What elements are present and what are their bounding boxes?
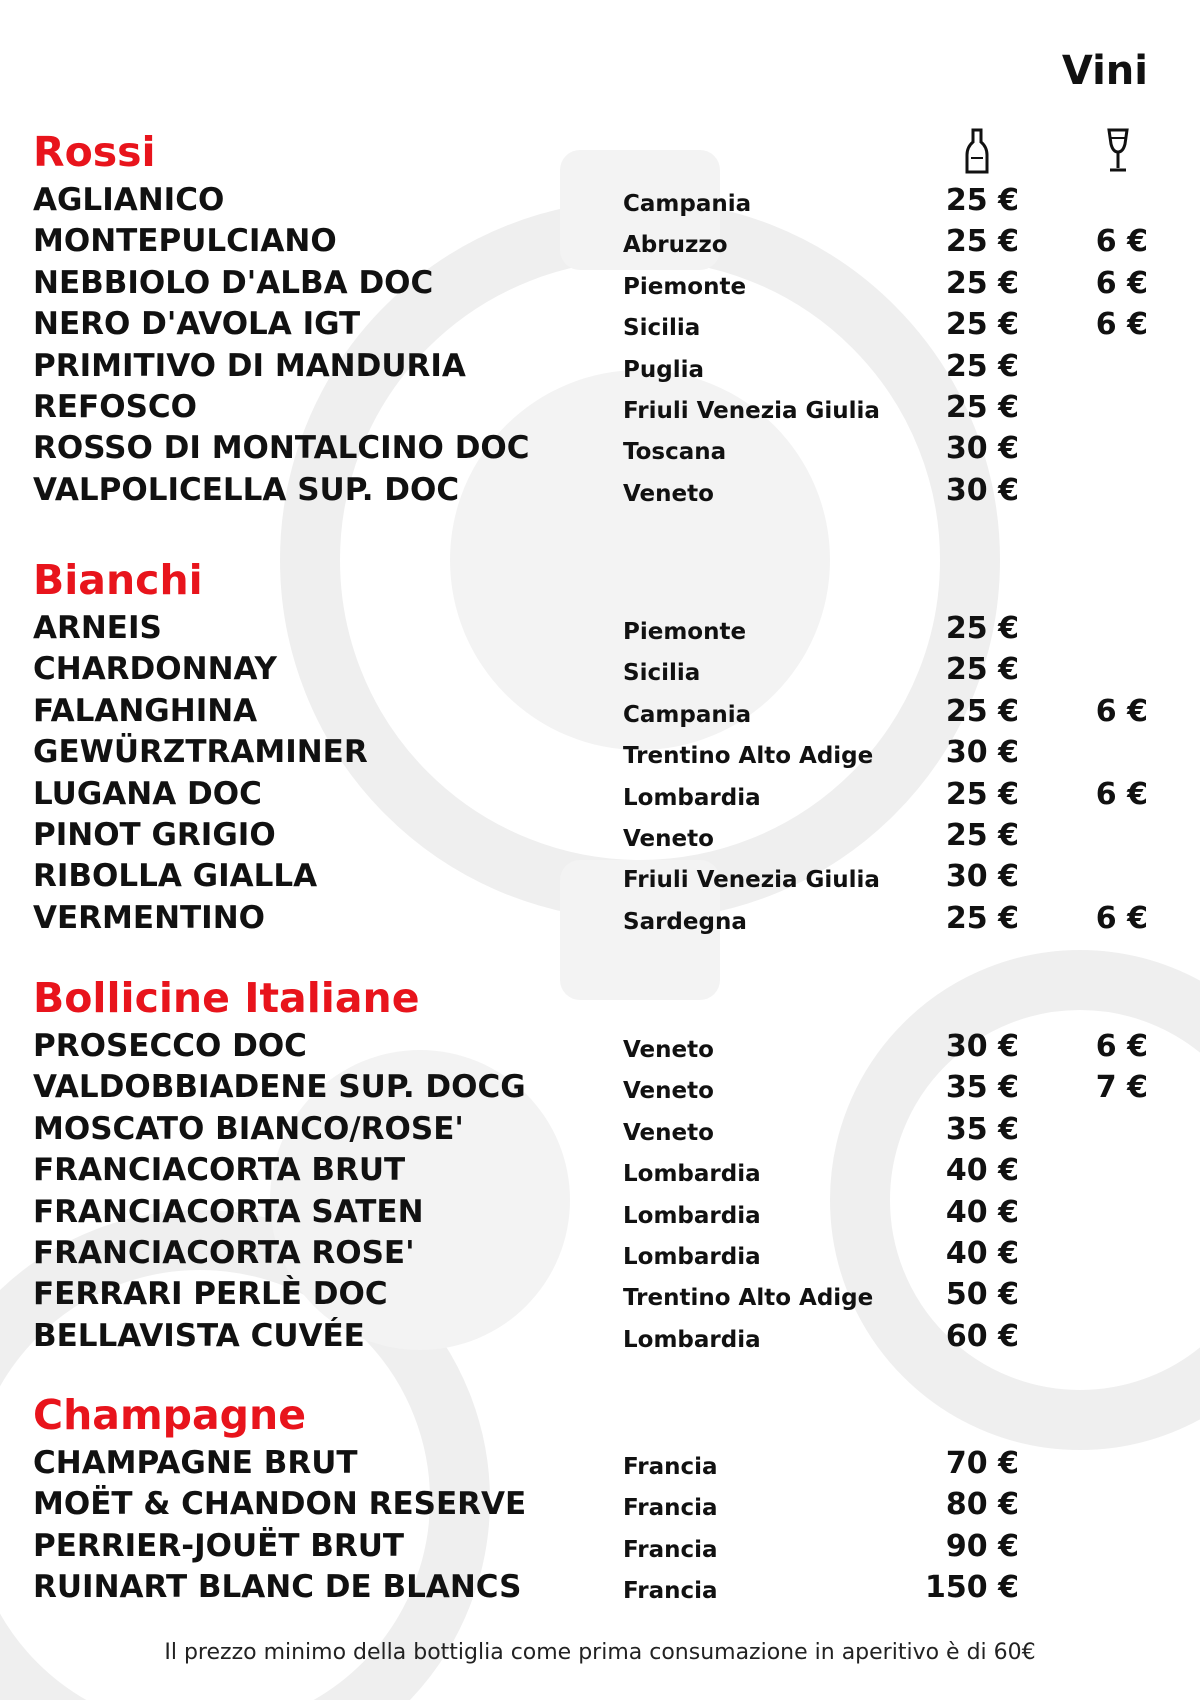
wine-name: AGLIANICO: [33, 182, 225, 218]
wine-region: Piemonte: [623, 619, 747, 645]
wine-row: [0, 774, 1200, 815]
wine-row: [0, 732, 1200, 773]
wine-row: [0, 649, 1200, 690]
wine-region: Lombardia: [623, 1326, 761, 1353]
wine-name: RUINART BLANC DE BLANCS: [33, 1569, 522, 1606]
wine-region: Francia: [623, 1536, 718, 1563]
wine-region: Veneto: [623, 480, 714, 507]
wine-name: FRANCIACORTA SATEN: [33, 1193, 424, 1230]
section-title: Champagne: [33, 1391, 307, 1439]
bottle-price: 40 €: [945, 1153, 1019, 1189]
wine-bottle-icon: [965, 128, 989, 174]
wine-region: Lombardia: [623, 1161, 761, 1188]
glass-price: 7 €: [1095, 1070, 1148, 1106]
wine-name: FRANCIACORTA BRUT: [33, 1152, 406, 1189]
wine-name: MOËT & CHANDON RESERVE: [33, 1486, 527, 1523]
wine-row: [0, 1192, 1200, 1233]
bottle-price: 25 €: [945, 776, 1019, 812]
wine-region: Lombardia: [623, 1244, 761, 1270]
wine-region: Toscana: [623, 439, 727, 466]
bottle-price: 35 €: [945, 1111, 1019, 1147]
wine-region: Veneto: [623, 826, 714, 852]
wine-row: [0, 1443, 1200, 1484]
wine-region: Friuli Venezia Giulia: [623, 867, 880, 894]
bottle-price: 30 €: [945, 1029, 1019, 1064]
wine-region: Francia: [623, 1454, 718, 1480]
wine-region: Friuli Venezia Giulia: [623, 398, 880, 424]
bottle-price: 25 €: [945, 900, 1019, 936]
glass-price: 6 €: [1095, 307, 1148, 343]
bottle-price: 30 €: [945, 735, 1019, 771]
wine-region: Sicilia: [623, 315, 701, 342]
wine-region: Francia: [623, 1578, 718, 1605]
wine-row: [0, 815, 1200, 856]
bottle-price: 70 €: [945, 1446, 1019, 1481]
wine-region: Piemonte: [623, 273, 747, 300]
wine-name: PINOT GRIGIO: [33, 817, 276, 853]
wine-row: [0, 1150, 1200, 1191]
section-title: Rossi: [33, 128, 156, 176]
wine-region: Veneto: [623, 1078, 714, 1105]
wine-region: Sardegna: [623, 908, 747, 935]
wine-row: [0, 1233, 1200, 1274]
bottle-price: 25 €: [945, 611, 1019, 646]
wine-glass-icon: [1106, 128, 1130, 174]
bottle-price: 60 €: [945, 1318, 1019, 1354]
wine-name: FALANGHINA: [33, 692, 258, 729]
glass-price: 6 €: [1095, 776, 1148, 812]
wine-row: [0, 898, 1200, 939]
bottle-price: 30 €: [945, 472, 1019, 508]
wine-row: [0, 263, 1200, 304]
wine-name: GEWÜRZTRAMINER: [33, 734, 368, 771]
wine-row: [0, 1526, 1200, 1567]
wine-row: [0, 1567, 1200, 1608]
footnote: Il prezzo minimo della bottiglia come prima consumazione in aperitivo è di 60€: [164, 1640, 1036, 1665]
bottle-price: 150 €: [925, 1570, 1019, 1606]
wine-region: Puglia: [623, 356, 704, 383]
wine-name: LUGANA DOC: [33, 775, 262, 812]
wine-region: Campania: [623, 701, 752, 728]
glass-price: 6 €: [1095, 224, 1148, 260]
wine-name: RIBOLLA GIALLA: [33, 858, 318, 895]
bottle-price: 25 €: [945, 307, 1019, 343]
bottle-price: 40 €: [945, 1194, 1019, 1230]
bottle-price: 30 €: [945, 431, 1019, 467]
wine-region: Sicilia: [623, 660, 701, 687]
wine-name: PERRIER-JOUËT BRUT: [33, 1527, 405, 1564]
wine-row: [0, 428, 1200, 469]
wine-row: [0, 1316, 1200, 1357]
section-title: Bianchi: [33, 556, 203, 604]
wine-region: Trentino Alto Adige: [623, 743, 874, 770]
wine-name: ARNEIS: [33, 610, 162, 646]
wine-row: [0, 608, 1200, 649]
wine-name: MOSCATO BIANCO/ROSE': [33, 1110, 464, 1147]
wine-name: VALDOBBIADENE SUP. DOCG: [33, 1069, 526, 1106]
wine-row: [0, 387, 1200, 428]
wine-name: PRIMITIVO DI MANDURIA: [33, 347, 466, 384]
wine-name: PROSECCO DOC: [33, 1028, 307, 1064]
wine-region: Campania: [623, 191, 752, 217]
wine-name: ROSSO DI MONTALCINO DOC: [33, 430, 530, 467]
bottle-price: 25 €: [945, 390, 1019, 425]
bottle-price: 30 €: [945, 859, 1019, 895]
wine-row: [0, 1067, 1200, 1108]
bottle-price: 25 €: [945, 224, 1019, 260]
wine-region: Abruzzo: [623, 232, 728, 259]
bottle-price: 25 €: [945, 348, 1019, 384]
wine-name: BELLAVISTA CUVÉE: [33, 1317, 365, 1354]
wine-name: MONTEPULCIANO: [33, 223, 337, 260]
wine-region: Lombardia: [623, 1202, 761, 1229]
bottle-price: 25 €: [945, 265, 1019, 301]
wine-row: [0, 856, 1200, 897]
wine-name: REFOSCO: [33, 389, 198, 425]
bottle-price: 25 €: [945, 693, 1019, 729]
wine-name: CHARDONNAY: [33, 651, 278, 688]
wine-region: Lombardia: [623, 784, 761, 811]
wine-row: [0, 1026, 1200, 1067]
page-title: Vini: [1061, 48, 1148, 94]
wine-name: NEBBIOLO D'ALBA DOC: [33, 264, 434, 301]
section-title: Bollicine Italiane: [33, 974, 420, 1022]
glass-price: 6 €: [1095, 1029, 1148, 1064]
wine-name: VALPOLICELLA SUP. DOC: [33, 471, 460, 508]
bottle-price: 35 €: [945, 1070, 1019, 1106]
wine-row: [0, 346, 1200, 387]
bottle-price: 50 €: [945, 1277, 1019, 1313]
bottle-price: 25 €: [945, 183, 1019, 218]
wine-row: [0, 470, 1200, 511]
wine-name: NERO D'AVOLA IGT: [33, 306, 361, 343]
bottle-price: 25 €: [945, 652, 1019, 688]
glass-price: 6 €: [1095, 265, 1148, 301]
wine-name: FRANCIACORTA ROSE': [33, 1235, 415, 1271]
wine-row: [0, 691, 1200, 732]
wine-name: FERRARI PERLÈ DOC: [33, 1276, 388, 1313]
glass-price: 6 €: [1095, 900, 1148, 936]
wine-name: CHAMPAGNE BRUT: [33, 1445, 358, 1481]
wine-region: Veneto: [623, 1119, 714, 1146]
wine-name: VERMENTINO: [33, 899, 265, 936]
wine-row: [0, 304, 1200, 345]
wine-region: Veneto: [623, 1037, 714, 1063]
bottle-price: 40 €: [945, 1236, 1019, 1271]
bottle-price: 25 €: [945, 818, 1019, 853]
wine-row: [0, 1484, 1200, 1525]
wine-row: [0, 1109, 1200, 1150]
bottle-price: 80 €: [945, 1487, 1019, 1523]
wine-row: [0, 1274, 1200, 1315]
wine-row: [0, 180, 1200, 221]
wine-region: Francia: [623, 1495, 718, 1522]
bottle-price: 90 €: [945, 1528, 1019, 1564]
wine-region: Trentino Alto Adige: [623, 1285, 874, 1312]
glass-price: 6 €: [1095, 693, 1148, 729]
wine-row: [0, 221, 1200, 262]
